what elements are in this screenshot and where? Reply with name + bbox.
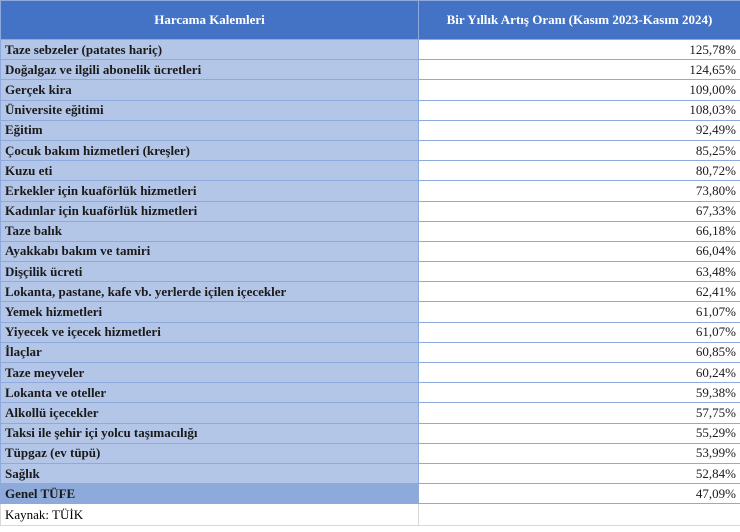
table-row bbox=[1, 423, 740, 443]
row-rate-value: 85,25% bbox=[419, 140, 740, 160]
row-item-label: Taze balık bbox=[1, 221, 419, 241]
row-item-label: Tüpgaz (ev tüpü) bbox=[1, 443, 419, 463]
row-rate-value: 66,04% bbox=[419, 241, 740, 261]
row-item-label: İlaçlar bbox=[1, 342, 419, 362]
row-rate-value: 52,84% bbox=[419, 463, 740, 483]
source-row bbox=[1, 504, 740, 526]
table-row bbox=[1, 120, 740, 140]
table-row bbox=[1, 221, 740, 241]
row-rate-value: 63,48% bbox=[419, 262, 740, 282]
row-item-label: Kuzu eti bbox=[1, 161, 419, 181]
row-rate-value: 124,65% bbox=[419, 60, 740, 80]
row-rate-value: 80,72% bbox=[419, 161, 740, 181]
row-item-label: Taze sebzeler (patates hariç) bbox=[1, 40, 419, 60]
row-rate-value: 92,49% bbox=[419, 120, 740, 140]
table-row bbox=[1, 100, 740, 120]
row-rate-value: 67,33% bbox=[419, 201, 740, 221]
row-rate-value: 125,78% bbox=[419, 40, 740, 60]
row-item-label: Kadınlar için kuaförlük hizmetleri bbox=[1, 201, 419, 221]
row-item-label: Lokanta, pastane, kafe vb. yerlerde içilen içecekler bbox=[1, 282, 419, 302]
table-row bbox=[1, 383, 740, 403]
row-item-label: Doğalgaz ve ilgili abonelik ücretleri bbox=[1, 60, 419, 80]
row-item-label: Gerçek kira bbox=[1, 80, 419, 100]
row-item-label: Yiyecek ve içecek hizmetleri bbox=[1, 322, 419, 342]
row-rate-value: 66,18% bbox=[419, 221, 740, 241]
row-rate-value: 61,07% bbox=[419, 322, 740, 342]
table-row bbox=[1, 161, 740, 181]
row-rate-value: 61,07% bbox=[419, 302, 740, 322]
row-rate-value: 62,41% bbox=[419, 282, 740, 302]
table-row bbox=[1, 322, 740, 342]
row-item-label: Alkollü içecekler bbox=[1, 403, 419, 423]
header-row bbox=[1, 1, 740, 40]
row-item-label: Dişçilik ücreti bbox=[1, 262, 419, 282]
table-row bbox=[1, 363, 740, 383]
row-rate-value: 57,75% bbox=[419, 403, 740, 423]
row-item-label: Eğitim bbox=[1, 120, 419, 140]
source-note: Kaynak: TÜİK bbox=[1, 504, 419, 526]
column-header-rate: Bir Yıllık Artış Oranı (Kasım 2023-Kasım 2024) bbox=[419, 1, 740, 40]
table-row bbox=[1, 140, 740, 160]
row-item-label: Taksi ile şehir içi yolcu taşımacılığı bbox=[1, 423, 419, 443]
table-row bbox=[1, 403, 740, 423]
row-rate-value: 108,03% bbox=[419, 100, 740, 120]
row-item-label: Ayakkabı bakım ve tamiri bbox=[1, 241, 419, 261]
row-rate-value: 53,99% bbox=[419, 443, 740, 463]
table-row bbox=[1, 302, 740, 322]
row-item-label: Üniversite eğitimi bbox=[1, 100, 419, 120]
table-row bbox=[1, 443, 740, 463]
row-item-label: Taze meyveler bbox=[1, 363, 419, 383]
table-row bbox=[1, 282, 740, 302]
row-rate-value: 47,09% bbox=[419, 484, 740, 504]
table-row bbox=[1, 201, 740, 221]
row-rate-value: 60,85% bbox=[419, 342, 740, 362]
table-row bbox=[1, 80, 740, 100]
row-item-label: Yemek hizmetleri bbox=[1, 302, 419, 322]
column-header-items: Harcama Kalemleri bbox=[1, 1, 419, 40]
row-item-label: Erkekler için kuaförlük hizmetleri bbox=[1, 181, 419, 201]
row-rate-value: 55,29% bbox=[419, 423, 740, 443]
table-row bbox=[1, 60, 740, 80]
table-row bbox=[1, 342, 740, 362]
row-rate-value: 59,38% bbox=[419, 383, 740, 403]
row-item-label: Genel TÜFE bbox=[1, 484, 419, 504]
empty-cell bbox=[419, 504, 740, 526]
total-row bbox=[1, 484, 740, 504]
table-row bbox=[1, 463, 740, 483]
table-row bbox=[1, 181, 740, 201]
row-rate-value: 60,24% bbox=[419, 363, 740, 383]
row-item-label: Lokanta ve oteller bbox=[1, 383, 419, 403]
row-item-label: Sağlık bbox=[1, 463, 419, 483]
table-row bbox=[1, 40, 740, 60]
row-rate-value: 73,80% bbox=[419, 181, 740, 201]
row-rate-value: 109,00% bbox=[419, 80, 740, 100]
table-row bbox=[1, 241, 740, 261]
table-row bbox=[1, 262, 740, 282]
row-item-label: Çocuk bakım hizmetleri (kreşler) bbox=[1, 140, 419, 160]
